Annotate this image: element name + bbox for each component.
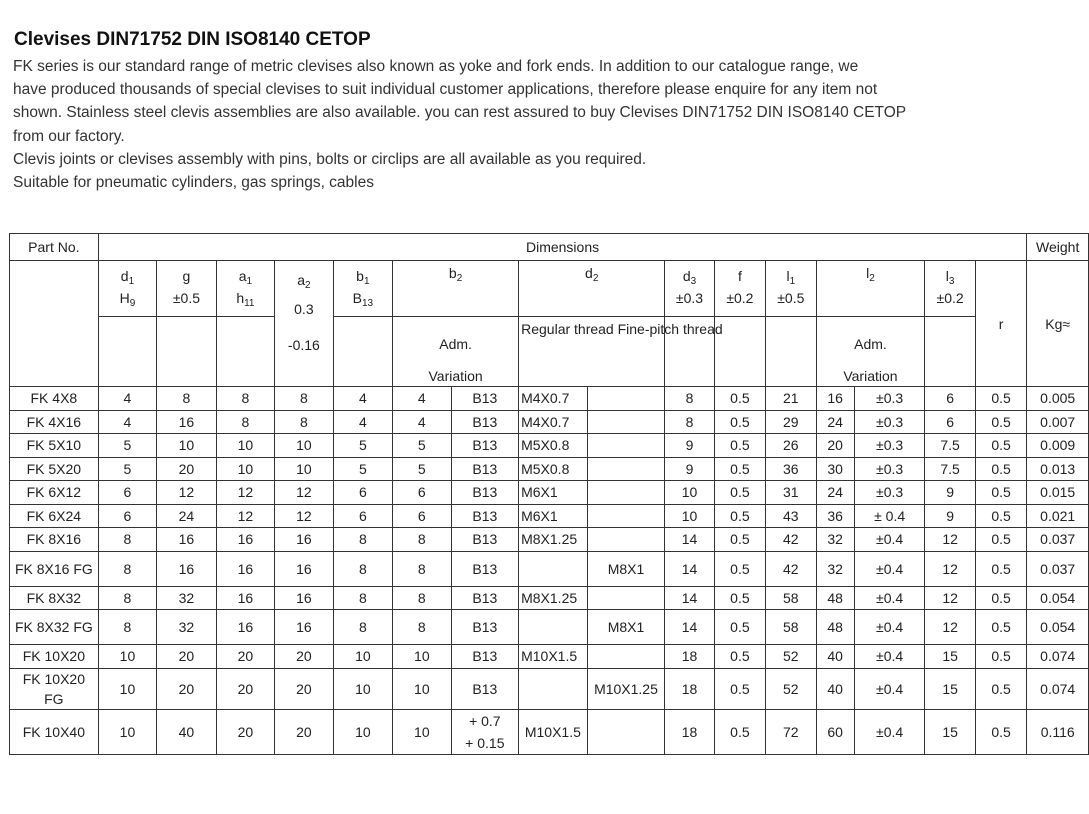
intro-text (13, 55, 953, 194)
cell-f: 0.5 (714, 410, 765, 434)
cell-b2: 4 (393, 387, 451, 411)
cell-r: 0.5 (975, 610, 1027, 645)
cell-r: 0.5 (975, 528, 1027, 552)
table-row (10, 410, 1089, 434)
cell-fine-thread (587, 528, 665, 552)
cell-d1: 5 (98, 457, 156, 481)
a2-header: $a_2$ 0.3 -0.16 (275, 261, 333, 387)
cell-l2-variation: ±0.4 (854, 668, 925, 709)
cell-a1: 16 (216, 610, 274, 645)
cell-l1: 31 (766, 481, 816, 505)
cell-regular-thread: M5X0.8 (519, 457, 588, 481)
cell-r: 0.5 (975, 410, 1027, 434)
cell-d3: 8 (665, 387, 714, 411)
cell-part: FK 4X8 (10, 387, 99, 411)
cell-a1: 16 (216, 551, 274, 586)
cell-l2-variation: ±0.3 (854, 410, 925, 434)
cell-regular-thread: M4X0.7 (519, 410, 588, 434)
cell-l3: 12 (925, 551, 975, 586)
cell-regular-thread (519, 668, 588, 709)
cell-part: FK 10X20 (10, 645, 99, 669)
cell-d1: 8 (98, 610, 156, 645)
table-row (10, 457, 1089, 481)
cell-l2-variation: ±0.3 (854, 457, 925, 481)
cell-l3: 15 (925, 668, 975, 709)
cell-l2: 40 (816, 645, 854, 669)
last-row-body (10, 709, 1089, 754)
cell-l1: 36 (766, 457, 816, 481)
cell-l1: 42 (766, 551, 816, 586)
cell-l1: 52 (766, 645, 816, 669)
cell-regular-thread: M8X1.25 (519, 528, 588, 552)
cell-fine-thread (587, 457, 665, 481)
table-row (10, 668, 1089, 709)
d3-header: $d_3$ ±0.3 (665, 261, 714, 317)
cell-regular-thread (519, 610, 588, 645)
cell-d3: 14 (665, 551, 714, 586)
cell-d3: 18 (665, 645, 714, 669)
cell-b1: 6 (333, 504, 392, 528)
cell-l1: 52 (766, 668, 816, 709)
cell-d3: 10 (665, 504, 714, 528)
cell-b2-variation: B13 (451, 481, 519, 505)
cell-b2: 4 (393, 410, 451, 434)
cell-kg: 0.013 (1027, 457, 1089, 481)
cell-b1: 8 (333, 551, 392, 586)
table-row (10, 387, 1089, 411)
cell-r: 0.5 (975, 668, 1027, 709)
l2-adm-variation: Adm. Variation (816, 317, 925, 387)
cell-l2: 32 (816, 551, 854, 586)
cell-d1: 10 (98, 668, 156, 709)
cell-l2: 30 (816, 457, 854, 481)
cell-b2: 8 (393, 551, 451, 586)
cell-kg: 0.074 (1027, 645, 1089, 669)
cell-l1: 42 (766, 528, 816, 552)
part-no-header: Part No. (10, 234, 99, 261)
cell-l2: 48 (816, 586, 854, 610)
cell-g: 16 (157, 551, 216, 586)
cell-kg: 0.021 (1027, 504, 1089, 528)
cell-r: 0.5 (975, 434, 1027, 458)
cell-l3: 15 (925, 645, 975, 669)
cell-kg: 0.005 (1027, 387, 1089, 411)
clevis-spec-table (9, 233, 1089, 755)
cell-fine-thread (587, 410, 665, 434)
cell-l2-variation: ±0.3 (854, 387, 925, 411)
cell-a2: 8 (275, 410, 333, 434)
cell-r: 0.5 (975, 457, 1027, 481)
data-rows (10, 387, 1089, 710)
b2-adm-variation: Adm. Variation (393, 317, 519, 387)
cell-d3: 9 (665, 434, 714, 458)
cell-b2: 10 (393, 645, 451, 669)
intro-line: have produced thousands of special clevises to suit individual customer applications, therefore please enquire for any item not (13, 81, 878, 99)
cell-l2: 20 (816, 434, 854, 458)
cell-b1: 8 (333, 528, 392, 552)
cell-r: 0.5 (975, 645, 1027, 669)
d1-header: $d_1$ $H_9$ (98, 261, 156, 317)
cell-l2: 16 (816, 387, 854, 411)
cell-g: 20 (157, 645, 216, 669)
cell-d1: 10 (98, 709, 156, 754)
cell-l3: 9 (925, 481, 975, 505)
cell-f: 0.5 (714, 709, 765, 754)
intro-line: from our factory. (13, 127, 125, 145)
table-row (10, 504, 1089, 528)
cell-fine-thread (587, 586, 665, 610)
cell-l2: 36 (816, 504, 854, 528)
intro-line: shown. Stainless steel clevis assemblies are also available. you can rest assured to buy Clevises DIN71752 DIN ISO8140 CETOP (13, 104, 907, 122)
table-row (10, 434, 1089, 458)
cell-r: 0.5 (975, 387, 1027, 411)
cell-a2: 16 (275, 551, 333, 586)
cell-d3: 18 (665, 668, 714, 709)
cell-f: 0.5 (714, 457, 765, 481)
cell-part: FK 6X24 (10, 504, 99, 528)
cell-regular-thread: M6X1 (519, 504, 588, 528)
cell-a1: 8 (216, 387, 274, 411)
cell-l3: 15 (925, 709, 975, 754)
cell-part: FK 8X16 FG (10, 551, 99, 586)
cell-g: 8 (157, 387, 216, 411)
cell-g: 32 (157, 586, 216, 610)
cell-b2-variation: + 0.7 + 0.15 (451, 709, 519, 754)
cell-b1: 8 (333, 586, 392, 610)
cell-a2: 12 (275, 504, 333, 528)
cell-kg: 0.054 (1027, 586, 1089, 610)
cell-b2-variation: B13 (451, 668, 519, 709)
cell-a1: 16 (216, 586, 274, 610)
cell-b2: 5 (393, 457, 451, 481)
cell-r: 0.5 (975, 504, 1027, 528)
cell-l2-variation: ±0.3 (854, 481, 925, 505)
l3-sub-blank (925, 317, 975, 387)
cell-d3: 8 (665, 410, 714, 434)
b2-header: $b_2$ (393, 261, 519, 317)
cell-fine-thread (587, 709, 665, 754)
cell-l2-variation: ± 0.4 (854, 504, 925, 528)
l3-header: $l_3$ ±0.2 (925, 261, 975, 317)
cell-b1: 5 (333, 434, 392, 458)
cell-l3: 6 (925, 387, 975, 411)
cell-part: FK 10X20 FG (10, 668, 99, 709)
r-header: r (975, 261, 1027, 387)
cell-d3: 14 (665, 586, 714, 610)
a1-header: $a_1$ $h_{11}$ (216, 261, 274, 317)
b1-header: $b_1$ $B_{13}$ (333, 261, 392, 317)
intro-line: Suitable for pneumatic cylinders, gas springs, cables (13, 174, 374, 192)
cell-a1: 12 (216, 504, 274, 528)
intro-line: FK series is our standard range of metric clevises also known as yoke and fork ends. In addition to our catalogue range, we (13, 58, 859, 75)
cell-regular-thread: M5X0.8 (519, 434, 588, 458)
cell-a1: 10 (216, 457, 274, 481)
cell-d1: 8 (98, 551, 156, 586)
cell-part: FK 5X10 (10, 434, 99, 458)
cell-b2-variation: B13 (451, 410, 519, 434)
cell-b2: 8 (393, 610, 451, 645)
cell-l2-variation: ±0.4 (854, 610, 925, 645)
cell-fine-thread (587, 645, 665, 669)
cell-a2: 16 (275, 610, 333, 645)
cell-b2-variation: B13 (451, 610, 519, 645)
cell-l1: 21 (766, 387, 816, 411)
cell-b2-variation: B13 (451, 504, 519, 528)
cell-b1: 4 (333, 387, 392, 411)
cell-g: 10 (157, 434, 216, 458)
cell-regular-thread: M10X1.5 (519, 645, 588, 669)
cell-b2-variation: B13 (451, 528, 519, 552)
cell-a1: 20 (216, 668, 274, 709)
cell-fine-thread: M8X1 (587, 610, 665, 645)
cell-d1: 6 (98, 504, 156, 528)
b1-sub-blank (333, 317, 392, 387)
f-header: f ±0.2 (714, 261, 765, 317)
cell-kg: 0.007 (1027, 410, 1089, 434)
cell-l3: 12 (925, 586, 975, 610)
cell-l3: 7.5 (925, 457, 975, 481)
cell-a1: 12 (216, 481, 274, 505)
cell-b2-variation: B13 (451, 551, 519, 586)
cell-l1: 58 (766, 610, 816, 645)
cell-g: 12 (157, 481, 216, 505)
d2-header: $d_2$ (519, 261, 665, 317)
cell-kg: 0.015 (1027, 481, 1089, 505)
cell-fine-thread (587, 481, 665, 505)
cell-b2-variation: B13 (451, 434, 519, 458)
table-row (10, 645, 1089, 669)
cell-g: 32 (157, 610, 216, 645)
dimensions-header: Dimensions (98, 234, 1027, 261)
cell-fine-thread (587, 387, 665, 411)
cell-d1: 6 (98, 481, 156, 505)
d2-thread-types: Regular thread Fine-pitch thread (519, 317, 665, 387)
cell-a2: 12 (275, 481, 333, 505)
cell-l2: 24 (816, 481, 854, 505)
cell-f: 0.5 (714, 481, 765, 505)
page-title: Clevises DIN71752 DIN ISO8140 CETOP (14, 29, 371, 50)
cell-b2-variation: B13 (451, 387, 519, 411)
cell-d1: 5 (98, 434, 156, 458)
cell-regular-thread: M4X0.7 (519, 387, 588, 411)
cell-l3: 12 (925, 528, 975, 552)
cell-part: FK 6X12 (10, 481, 99, 505)
cell-f: 0.5 (714, 504, 765, 528)
cell-fine-thread (587, 434, 665, 458)
cell-a2: 16 (275, 528, 333, 552)
cell-d3: 9 (665, 457, 714, 481)
cell-kg: 0.074 (1027, 668, 1089, 709)
cell-b2: 8 (393, 586, 451, 610)
cell-l2: 48 (816, 610, 854, 645)
cell-l2-variation: ±0.4 (854, 586, 925, 610)
cell-l1: 72 (766, 709, 816, 754)
cell-f: 0.5 (714, 645, 765, 669)
cell-d3: 14 (665, 610, 714, 645)
cell-d1: 4 (98, 387, 156, 411)
cell-l3: 9 (925, 504, 975, 528)
cell-part: FK 8X16 (10, 528, 99, 552)
cell-b1: 10 (333, 668, 392, 709)
cell-f: 0.5 (714, 528, 765, 552)
cell-b1: 10 (333, 645, 392, 669)
cell-l2-variation: ±0.4 (854, 528, 925, 552)
l1-sub-blank (766, 317, 816, 387)
cell-r: 0.5 (975, 551, 1027, 586)
a1-sub-blank (216, 317, 274, 387)
table-row (10, 481, 1089, 505)
table-row (10, 586, 1089, 610)
cell-f: 0.5 (714, 551, 765, 586)
cell-b2-variation: B13 (451, 586, 519, 610)
table-row (10, 709, 1089, 754)
cell-part: FK 5X20 (10, 457, 99, 481)
cell-b1: 8 (333, 610, 392, 645)
cell-l3: 7.5 (925, 434, 975, 458)
cell-d3: 18 (665, 709, 714, 754)
cell-a2: 20 (275, 668, 333, 709)
cell-d1: 4 (98, 410, 156, 434)
cell-l3: 6 (925, 410, 975, 434)
cell-part: FK 10X40 (10, 709, 99, 754)
cell-l2: 40 (816, 668, 854, 709)
cell-a2: 8 (275, 387, 333, 411)
cell-regular-thread: M6X1 (519, 481, 588, 505)
cell-d3: 14 (665, 528, 714, 552)
header-row (10, 234, 1089, 261)
cell-g: 16 (157, 410, 216, 434)
cell-f: 0.5 (714, 434, 765, 458)
cell-fine-thread: M10X1.25 (587, 668, 665, 709)
g-header: g ±0.5 (157, 261, 216, 317)
cell-r: 0.5 (975, 481, 1027, 505)
cell-d1: 8 (98, 586, 156, 610)
cell-a2: 20 (275, 645, 333, 669)
cell-f: 0.5 (714, 668, 765, 709)
cell-g: 20 (157, 457, 216, 481)
cell-regular-thread: M10X1.5 (519, 709, 588, 754)
cell-d1: 10 (98, 645, 156, 669)
cell-a1: 8 (216, 410, 274, 434)
cell-f: 0.5 (714, 610, 765, 645)
cell-l2: 60 (816, 709, 854, 754)
cell-b2: 5 (393, 434, 451, 458)
cell-b2: 10 (393, 709, 451, 754)
cell-d1: 8 (98, 528, 156, 552)
cell-g: 20 (157, 668, 216, 709)
l1-header: $l_1$ ±0.5 (766, 261, 816, 317)
cell-l2-variation: ±0.4 (854, 645, 925, 669)
cell-b1: 10 (333, 709, 392, 754)
cell-a2: 16 (275, 586, 333, 610)
cell-l2-variation: ±0.4 (854, 551, 925, 586)
intro-line: Clevis joints or clevises assembly with pins, bolts or circlips are all available as you required. (13, 150, 647, 168)
cell-f: 0.5 (714, 387, 765, 411)
cell-d3: 10 (665, 481, 714, 505)
cell-part: FK 8X32 (10, 586, 99, 610)
cell-b2-variation: B13 (451, 645, 519, 669)
cell-a1: 20 (216, 645, 274, 669)
cell-l1: 43 (766, 504, 816, 528)
cell-part: FK 8X32 FG (10, 610, 99, 645)
cell-a2: 10 (275, 457, 333, 481)
g-sub-blank (157, 317, 216, 387)
cell-r: 0.5 (975, 586, 1027, 610)
d1-sub-blank (98, 317, 156, 387)
cell-a2: 20 (275, 709, 333, 754)
cell-b1: 4 (333, 410, 392, 434)
cell-l2: 24 (816, 410, 854, 434)
cell-kg: 0.054 (1027, 610, 1089, 645)
cell-b2: 6 (393, 504, 451, 528)
cell-a2: 10 (275, 434, 333, 458)
cell-kg: 0.116 (1027, 709, 1089, 754)
cell-kg: 0.037 (1027, 528, 1089, 552)
cell-g: 24 (157, 504, 216, 528)
cell-l1: 58 (766, 586, 816, 610)
cell-regular-thread (519, 551, 588, 586)
table-row (10, 610, 1089, 645)
cell-l3: 12 (925, 610, 975, 645)
cell-a1: 20 (216, 709, 274, 754)
cell-b2-variation: B13 (451, 457, 519, 481)
cell-b2: 6 (393, 481, 451, 505)
cell-g: 40 (157, 709, 216, 754)
kg-header: Kg≈ (1027, 261, 1089, 387)
cell-l1: 26 (766, 434, 816, 458)
cell-b1: 6 (333, 481, 392, 505)
cell-regular-thread: M8X1.25 (519, 586, 588, 610)
cell-a1: 16 (216, 528, 274, 552)
cell-b1: 5 (333, 457, 392, 481)
cell-b2: 8 (393, 528, 451, 552)
table-row (10, 551, 1089, 586)
cell-fine-thread (587, 504, 665, 528)
cell-r: 0.5 (975, 709, 1027, 754)
cell-l1: 29 (766, 410, 816, 434)
subheader-row (10, 317, 1089, 387)
table-row (10, 528, 1089, 552)
cell-l2: 32 (816, 528, 854, 552)
symbol-row (10, 261, 1089, 289)
cell-fine-thread: M8X1 (587, 551, 665, 586)
cell-f: 0.5 (714, 586, 765, 610)
cell-a1: 10 (216, 434, 274, 458)
cell-l2-variation: ±0.3 (854, 434, 925, 458)
cell-kg: 0.009 (1027, 434, 1089, 458)
part-no-blank (10, 261, 99, 387)
cell-kg: 0.037 (1027, 551, 1089, 586)
l2-header: $l_2$ (816, 261, 925, 317)
cell-part: FK 4X16 (10, 410, 99, 434)
cell-l2-variation: ±0.4 (854, 709, 925, 754)
weight-header: Weight (1027, 234, 1089, 261)
cell-g: 16 (157, 528, 216, 552)
cell-b2: 10 (393, 668, 451, 709)
